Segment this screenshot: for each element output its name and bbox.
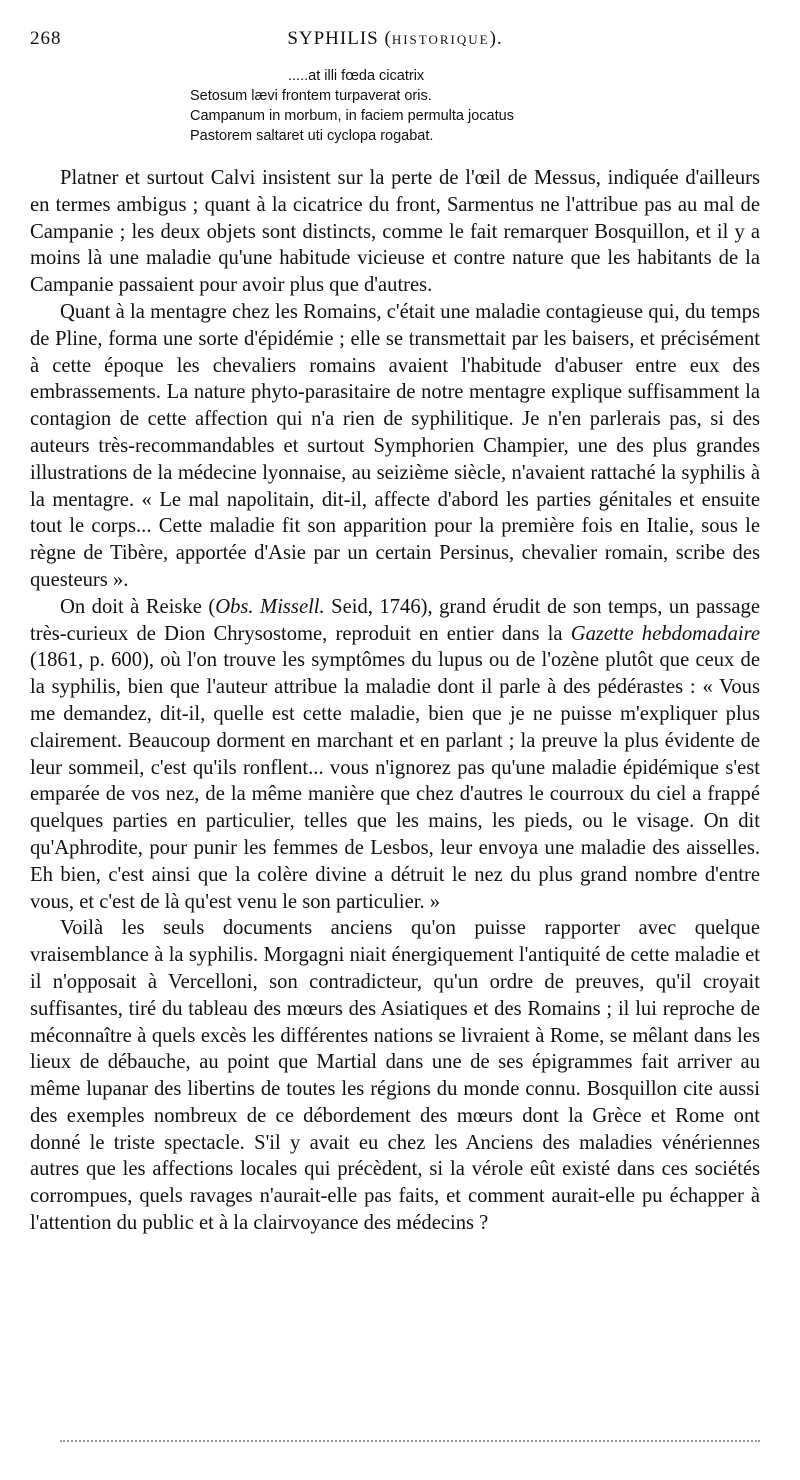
running-title-smallcaps: HISTORIQUE: [391, 32, 490, 47]
verse-line: .....at illi fœda cicatrix: [288, 68, 425, 84]
running-title-main: SYPHILIS (: [287, 28, 392, 49]
running-title-end: ).: [489, 28, 503, 49]
paragraph-reiske-part: On doit à Reiske (: [60, 595, 216, 618]
paragraph-reiske-part: Seid, 1746), grand érudit de son temps, un passage très-curieux de Dion Chrysostome, reproduit en entier dans la: [30, 595, 760, 645]
verse-line: Campanum in morbum, in faciem permulta jocatus: [190, 108, 514, 124]
paragraph-mentagre: Quant à la mentagre chez les Romains, c'était une maladie contagieuse qui, du temps de Pline, forma une sorte d'épidémie ; elle se transmettait par les baisers, et précisément à cette époque les chevaliers romains avaient l'habitude d'abuser entre eux des embrassements. La nature phyto-parasitaire de notre mentagre explique suffisamment la contagion de cette affection qui n'a rien de syphilitique. Je n'en parlerais pas, si des auteurs très-recommandables et surtout Symphorien Champier, une des plus grandes illustrations de la médecine lyonnaise, au seizième siècle, n'avaient rattaché la syphilis à la mentagre. « Le mal napolitain, dit-il, affecte d'abord les parties génitales et ensuite tout le corps... Cette maladie fit son apparition pour la première fois en Italie, sous le règne de Tibère, apportée d'Asie par un certain Persinus, chevalier romain, scribe des questeurs ».: [30, 300, 760, 591]
body-text: [30, 165, 760, 1237]
running-header: [30, 28, 760, 54]
latin-verse-quote: [190, 66, 790, 146]
paragraph-reiske-part: (1861, p. 600), où l'on trouve les symptômes du lupus ou de l'ozène plutôt que ceux de la syphilis, bien que l'auteur attribue la maladie dont il parle à des pédérastes : « Vous me demandez, dit-il, quelle est cette maladie, bien que je ne puisse m'expliquer plus clairement. Beaucoup dorment en marchant et en parlant ; la preuve la plus évidente de leur sommeil, c'est qu'ils ronflent... vous n'ignorez pas qu'une maladie épidémique s'est emparée de vos nez, de la même manière que chez d'autres le courroux du ciel a frappé quelques parties en particulier, telles que les mains, les pieds, ou le visage. On dit qu'Aphrodite, pour punir les femmes de Lesbos, leur envoya une maladie des aisselles. Eh bien, c'est ainsi que la colère divine a détruit le nez du plus grand nombre d'entre vous, et c'est de là qu'est venu le son particulier. »: [30, 649, 760, 913]
running-title: [30, 28, 760, 50]
footer-dotted-rule: [60, 1440, 760, 1442]
citation-title: Obs. Missell.: [215, 595, 325, 618]
verse-line: Setosum lævi frontem turpaverat oris.: [190, 88, 432, 104]
verse-line: Pastorem saltaret uti cyclopa rogabat.: [190, 128, 434, 144]
paragraph-platner: Platner et surtout Calvi insistent sur la perte de l'œil de Messus, indiquée d'ailleurs en termes ambigus ; quant à la cicatrice du front, Sarmentus ne l'attribue pas au mal de Campanie ; les deux objets sont distincts, comme le fait remarquer Bosquillon, et il y a moins là une maladie qu'une habitude vicieuse et contre nature que les habitants de la Campanie passaient pour avoir plus que d'autres.: [30, 167, 760, 297]
paragraph-reiske: [30, 594, 760, 916]
journal-title: Gazette hebdomadaire: [570, 622, 760, 645]
page-number: 268: [30, 28, 62, 49]
paragraph-documents: Voilà les seuls documents anciens qu'on puisse rapporter avec quelque vraisemblance à la syphilis. Morgagni niait énergiquement l'antiquité de cette maladie et il n'opposait à Vercelloni, son contradicteur, qu'un ordre de preuves, qu'il croyait suffisantes, tiré du tableau des mœurs des Asiatiques et des Romains ; il lui reproche de méconnaître à quels excès les différentes nations se livraient à Rome, se mêlant dans les lieux de débauche, au point que Martial dans une de ses épigrammes fait arriver au même lupanar des libertins de toutes les régions du monde connu. Bosquillon cite aussi des exemples nombreux de ce débordement des mœurs dont la Grèce et Rome ont donné le triste spectacle. S'il y avait eu chez les Anciens des maladies vénériennes autres que les affections locales qui précèdent, si la vérole eût existé dans ces sociétés corrompues, quels ravages n'aurait-elle pas faits, et comment aurait-elle pu échapper à l'attention du public et à la clairvoyance des médecins ?: [30, 917, 760, 1235]
